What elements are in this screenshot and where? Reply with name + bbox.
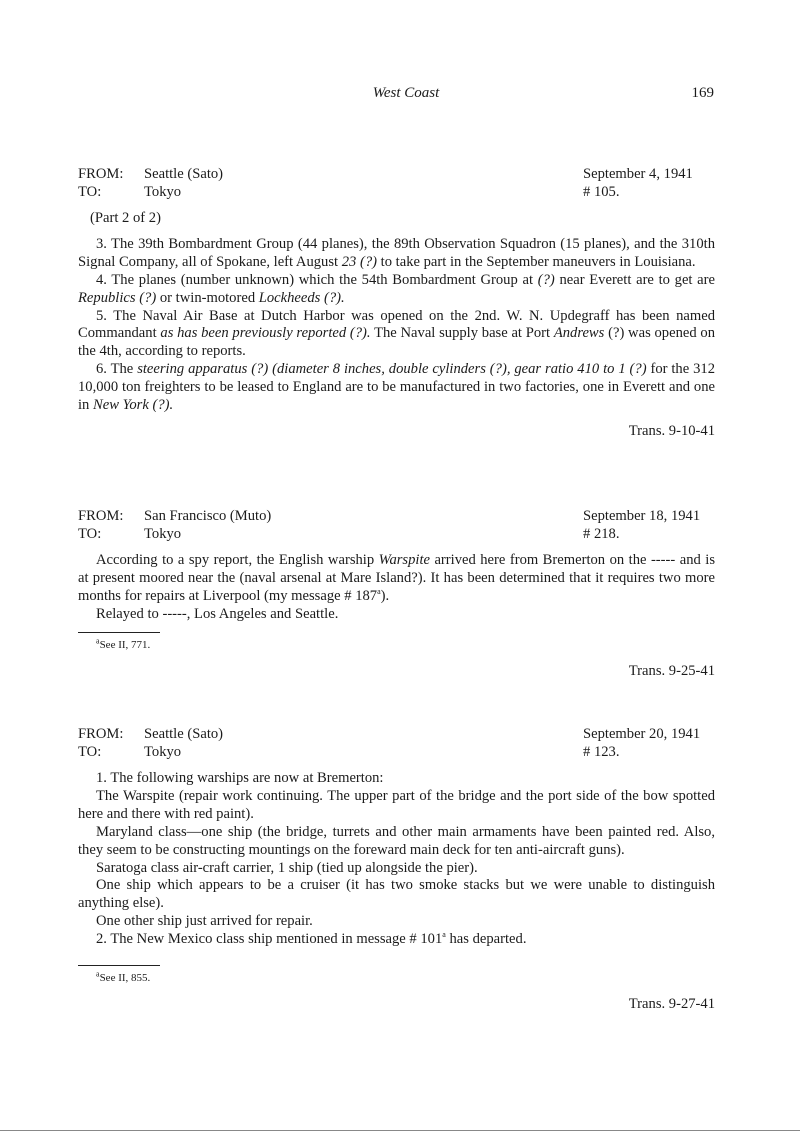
page-bottom-rule xyxy=(0,1130,800,1131)
page-number: 169 xyxy=(691,85,714,101)
to-value: Tokyo xyxy=(144,184,182,200)
paragraph-3: 3. The 39th Bombardment Group (44 planes), the 89th Observation Squadron (15 planes), and the 310th Signal Company, all of Spokane, left August 23 (?) to take part in the September maneuvers in Louisiana. xyxy=(78,235,715,270)
paragraph-6: One other ship just arrived for repair. xyxy=(96,913,313,930)
message-header xyxy=(78,508,715,544)
message-date: September 4, 1941 xyxy=(583,166,693,182)
from-value: Seattle (Sato) xyxy=(144,726,224,742)
paragraph-1: 1. The following warships are now at Bremerton: xyxy=(96,770,384,786)
to-label: TO: xyxy=(78,184,102,200)
footnote: $^a$See II, 855. xyxy=(96,969,151,985)
translation-date: Trans. 9-27-41 xyxy=(628,995,715,1012)
message-1 xyxy=(78,166,715,441)
message-date: September 20, 1941 xyxy=(583,726,701,742)
running-head-title: West Coast xyxy=(372,85,440,101)
to-label: TO: xyxy=(78,526,102,542)
paragraph-1: According to a spy report, the English warship Warspite arrived here from Bremerton on the ----- and is at present moored near the (naval arsenal at Mare Island?). It has been determined that it requires two more months for repairs at Liverpool (my message # 187$^a$). xyxy=(78,552,715,604)
paragraph-4: Saratoga class air-craft carrier, 1 ship (tied up alongside the pier). xyxy=(96,859,478,876)
from-value: San Francisco (Muto) xyxy=(144,508,272,524)
message-number: # 218. xyxy=(583,526,620,542)
paragraph-2: The Warspite (repair work continuing. The upper part of the bridge and the port side of the bow spotted here and there with red paint). xyxy=(78,787,715,822)
message-date: September 18, 1941 xyxy=(583,508,701,524)
from-value: Seattle (Sato) xyxy=(144,166,224,182)
part-note: (Part 2 of 2) xyxy=(90,210,161,226)
paragraph-6: 6. The steering apparatus (?) (diameter 8 inches, double cylinders (?), gear ratio 410 to 1 (?) for the 312 10,000 ton freighters to be leased to England are to be manufactured in two factories, one in Everett and one in New York (?). xyxy=(78,361,716,414)
message-number: # 123. xyxy=(583,744,620,760)
paragraph-7: 2. The New Mexico class ship mentioned in message # 101$^a$ has departed. xyxy=(96,930,527,948)
footnote: $^a$See II, 771. xyxy=(96,635,151,651)
to-value: Tokyo xyxy=(144,744,182,760)
running-head xyxy=(0,85,800,107)
paragraph-2: Relayed to -----, Los Angeles and Seattle. xyxy=(96,605,339,622)
message-header xyxy=(78,726,715,762)
to-value: Tokyo xyxy=(144,526,182,542)
paragraph-5: 5. The Naval Air Base at Dutch Harbor was opened on the 2nd. W. N. Updegraff has been named Commandant as has been previously reported (?). The Naval supply base at Port Andrews (?) was opened on the 4th, according to reports. xyxy=(78,307,715,360)
message-number: # 105. xyxy=(583,184,620,200)
translation-date: Trans. 9-25-41 xyxy=(628,662,715,679)
from-label: FROM: xyxy=(78,508,124,524)
message-header xyxy=(78,166,715,202)
message-2 xyxy=(78,508,715,680)
translation-date: Trans. 9-10-41 xyxy=(628,422,715,439)
from-label: FROM: xyxy=(78,726,124,742)
paragraph-3: Maryland class—one ship (the bridge, turrets and other main armaments have been painted red. Also, they seem to be constructing mountings on the foreward main deck for ten anti-aircraft guns). xyxy=(78,823,715,858)
from-label: FROM: xyxy=(78,166,124,182)
footnote-rule xyxy=(78,965,160,966)
to-label: TO: xyxy=(78,744,102,760)
message-3 xyxy=(78,726,715,1014)
footnote-rule xyxy=(78,632,160,633)
paragraph-4: 4. The planes (number unknown) which the 54th Bombardment Group at (?) near Everett are to get are Republics (?) or twin-motored Lockheeds (?). xyxy=(78,271,715,306)
paragraph-5: One ship which appears to be a cruiser (it has two smoke stacks but we were unable to distinguish anything else). xyxy=(78,877,715,912)
